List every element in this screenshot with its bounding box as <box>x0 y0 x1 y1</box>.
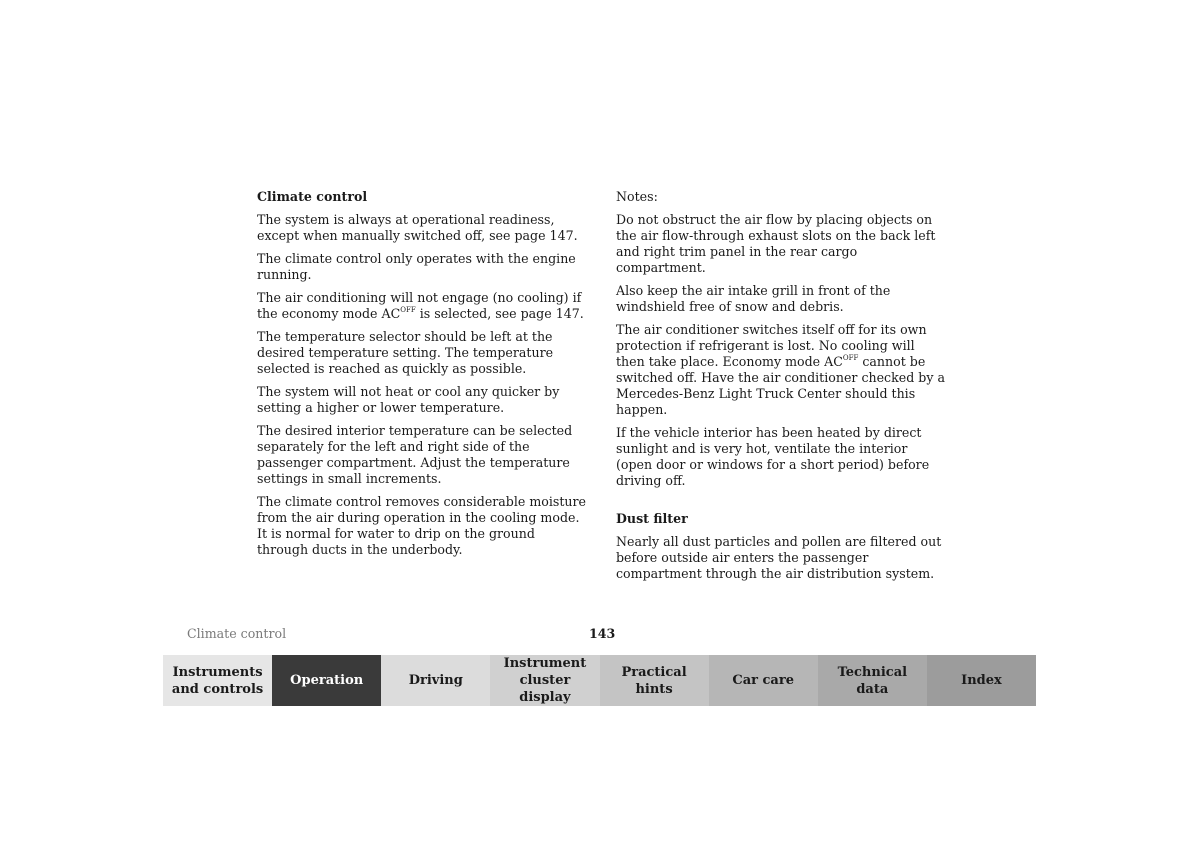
footer-section-title: Climate control <box>187 626 287 641</box>
paragraph: The desired interior temperature can be selected separately for the left and right side of the passenger compartment. Adjust the temperature settings in small increments. <box>257 423 573 486</box>
paragraph: The climate control only operates with the engine running. <box>257 251 576 282</box>
tab-car-care[interactable] <box>709 655 818 706</box>
tab-index[interactable] <box>927 655 1036 706</box>
paragraph: Nearly all dust particles and pollen are filtered out before outside air enters the passenger compartment through the air distribution system. <box>616 534 942 581</box>
notes-label: Notes: <box>616 189 658 204</box>
note-paragraph: Also keep the air intake grill in front of the windshield free of snow and debris. <box>616 283 891 314</box>
tab-label: Technical data <box>837 664 908 697</box>
left-column <box>257 189 587 565</box>
note-paragraph <box>616 322 946 418</box>
tab-driving[interactable] <box>381 655 490 706</box>
paragraph <box>257 290 587 322</box>
chapter-tab-bar <box>163 655 1036 706</box>
tab-label: Instruments and controls <box>171 664 264 697</box>
right-column <box>616 189 946 589</box>
tab-instrument-cluster-display[interactable] <box>490 655 599 706</box>
paragraph: The system is always at operational readiness, except when manually switched off, see page 147. <box>257 212 578 243</box>
text-run: cannot be switched off. Have the air conditioner checked by a Mercedes-Benz Light Truck Center should this happen. <box>616 354 945 417</box>
tab-label: Practical hints <box>621 664 687 697</box>
ac-off-superscript: OFF <box>842 354 859 362</box>
tab-label: Index <box>961 673 1002 688</box>
paragraph: The system will not heat or cool any quicker by setting a higher or lower temperature. <box>257 384 560 415</box>
tab-label: Operation <box>290 673 364 688</box>
tab-practical-hints[interactable] <box>600 655 709 706</box>
text-run: is selected, see page 147. <box>415 306 584 321</box>
note-paragraph: Do not obstruct the air flow by placing objects on the air flow-through exhaust slots on the back left and right trim panel in the rear cargo compartment. <box>616 212 936 275</box>
dust-filter-heading: Dust filter <box>616 511 688 526</box>
text-run: The air conditioner switches itself off for its own protection if refrigerant is lost. No cooling will then take place. Economy mode AC <box>616 322 927 369</box>
tab-label: Driving <box>408 673 463 688</box>
paragraph: The climate control removes considerable moisture from the air during operation in the cooling mode. It is normal for water to drip on the ground through ducts in the underbody. <box>257 494 586 557</box>
tab-operation[interactable] <box>272 655 381 706</box>
section-heading: Climate control <box>257 189 368 204</box>
paragraph: The temperature selector should be left at the desired temperature setting. The temperature selected is reached as quickly as possible. <box>257 329 554 376</box>
note-paragraph: If the vehicle interior has been heated by direct sunlight and is very hot, ventilate the interior (open door or windows for a short period) before driving off. <box>616 425 930 488</box>
tab-instruments-and-controls[interactable] <box>163 655 272 706</box>
tab-label: Car care <box>732 673 794 688</box>
tab-label: Instrument cluster display <box>503 656 587 705</box>
text-run: The air conditioning will not engage (no cooling) if the economy mode AC <box>257 290 582 321</box>
ac-off-superscript: OFF <box>400 306 416 314</box>
page-number: 143 <box>589 626 616 641</box>
tab-technical-data[interactable] <box>818 655 927 706</box>
